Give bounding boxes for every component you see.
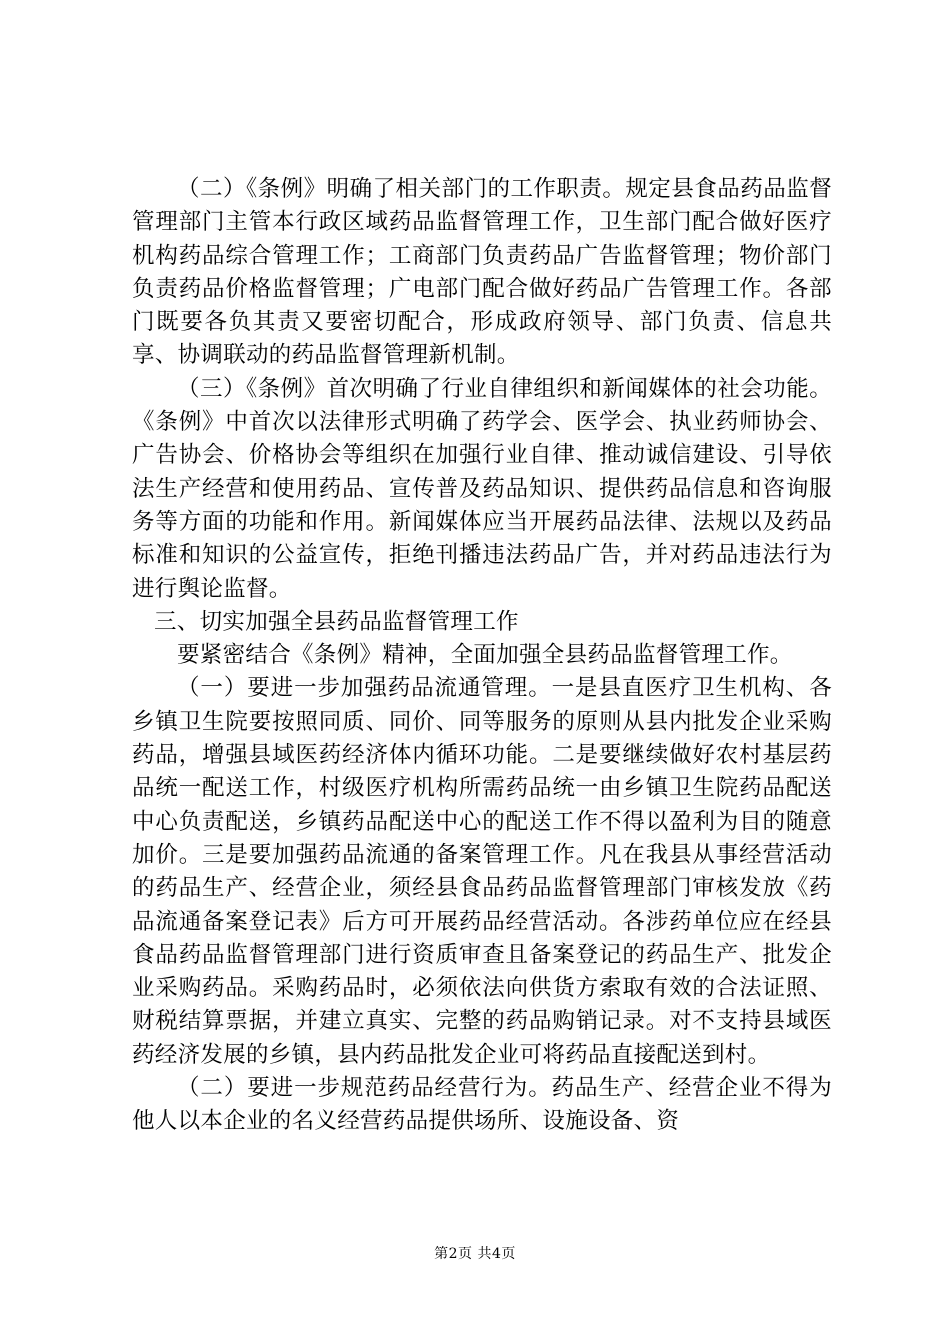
section-heading: 三、切实加强全县药品监督管理工作: [154, 608, 519, 635]
paragraph-circulation: （一）要进一步加强药品流通管理。一是县直医疗卫生机构、各乡镇卫生院要按照同质、同价、同等服务的原则从县内批发企业采购药品，增强县域医药经济体内循环功能。二是要继续做好农村基层药品统一配送工作，村级医疗机构所需药品统一由乡镇卫生院药品配送中心负责配送，乡镇药品配送中心的配送工作不得以盈利为目的随意加价。三是要加强药品流通的备案管理工作。凡在我县从事经营活动的药品生产、经营企业，须经县食品药品监督管理部门审核发放《药品流通备案登记表》后方可开展药品经营活动。各涉药单位应在经县食品药品监督管理部门进行资质审查且备案登记的药品生产、批发企业采购药品。采购药品时，必须依法向供货方索取有效的合法证照、财税结算票据，并建立真实、完整的药品购销记录。对不支持县域医药经济发展的乡镇，县内药品批发企业可将药品直接配送到村。: [132, 675, 832, 1068]
paragraph-duties: （二）《条例》明确了相关部门的工作职责。规定县食品药品监督管理部门主管本行政区域药品监督管理工作，卫生部门配合做好医疗机构药品综合管理工作；工商部门负责药品广告监督管理；物价部门负责药品价格监督管理；广电部门配合做好药品广告管理工作。各部门既要各负其责又要密切配合，形成政府领导、部门负责、信息共享、协调联动的药品监督管理新机制。: [132, 176, 832, 369]
paragraph-intro: 要紧密结合《条例》精神，全面加强全县药品监督管理工作。: [177, 642, 793, 669]
page-number-footer: 第2页 共4页: [434, 1246, 516, 1262]
document-body: [132, 173, 832, 1139]
paragraph-business-conduct: （二）要进一步规范药品经营行为。药品生产、经营企业不得为他人以本企业的名义经营药品提供场所、设施设备、资: [132, 1075, 832, 1135]
paragraph-social-functions: （三）《条例》首次明确了行业自律组织和新闻媒体的社会功能。《条例》中首次以法律形式明确了药学会、医学会、执业药师协会、广告协会、价格协会等组织在加强行业自律、推动诚信建设、引导依法生产经营和使用药品、宣传普及药品知识、提供药品信息和咨询服务等方面的功能和作用。新闻媒体应当开展药品法律、法规以及药品标准和知识的公益宣传，拒绝刊播违法药品广告，并对药品违法行为进行舆论监督。: [132, 375, 832, 602]
